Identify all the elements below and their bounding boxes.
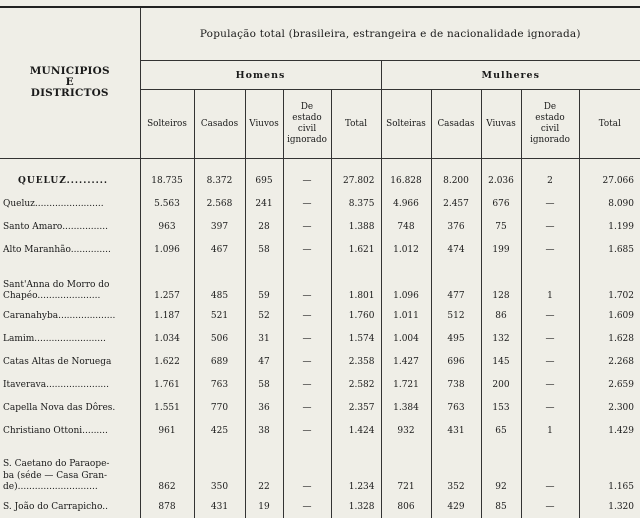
cell-m-solt: 932	[381, 419, 431, 442]
cell-h-viu: 28	[245, 215, 283, 238]
cell-m-cas: 2.457	[431, 192, 481, 215]
district-name: Queluz........................	[0, 192, 140, 215]
col-h-ignorado: De estado civil ignorado	[283, 90, 331, 159]
table-row	[0, 192, 640, 215]
cell-m-solt: 1.012	[381, 238, 431, 261]
cell-m-tot: 2.268	[608, 356, 634, 367]
cell-m-solt: 1.427	[381, 350, 431, 373]
cell-m-viu: 128	[481, 261, 521, 304]
cell-h-ign: —	[283, 192, 331, 215]
cell-m-tot: 8.090	[608, 198, 634, 209]
cell-h-tot: 1.234	[331, 442, 381, 495]
cell-h-cas: 425	[194, 419, 245, 442]
cell-m-cas: 429	[431, 495, 481, 518]
cell-m-ign: 1	[521, 261, 579, 304]
col-h-solteiros: Solteiros	[140, 90, 194, 159]
col-m-casadas: Casadas	[431, 90, 481, 159]
cell-m-ign: —	[521, 215, 579, 238]
municipios-header	[0, 7, 140, 159]
cell-h-viu: 36	[245, 396, 283, 419]
cell-h-cas: 763	[194, 373, 245, 396]
table-row	[0, 442, 640, 495]
cell-m-tot: 1.685	[608, 244, 634, 255]
table-caption: População total (brasileira, estrangeira e de nacionalidade ignorada)	[140, 7, 640, 61]
cell-h-tot: 1.760	[331, 304, 381, 327]
cell-h-solt: 18.735	[140, 169, 194, 192]
cell-m-cas: 738	[431, 373, 481, 396]
cell-h-cas: 467	[194, 238, 245, 261]
cell-m-cas: 495	[431, 327, 481, 350]
cell-h-tot: 1.424	[331, 419, 381, 442]
cell-h-cas: 397	[194, 215, 245, 238]
cell-m-ign: —	[521, 304, 579, 327]
table-row	[0, 495, 640, 518]
col-m-solteiras: Solteiras	[381, 90, 431, 159]
cell-m-tot: 2.300	[608, 402, 634, 413]
cell-h-ign: —	[283, 304, 331, 327]
cell-h-solt: 1.096	[140, 238, 194, 261]
cell-m-viu: 132	[481, 327, 521, 350]
cell-h-solt: 1.187	[140, 304, 194, 327]
cell-h-tot: 2.358	[331, 350, 381, 373]
cell-h-tot: 2.357	[331, 396, 381, 419]
cell-h-ign: —	[283, 350, 331, 373]
cell-m-tot: 1.628	[608, 333, 634, 344]
cell-m-solt: 1.004	[381, 327, 431, 350]
cell-m-ign: —	[521, 192, 579, 215]
cell-m-solt: 16.828	[381, 169, 431, 192]
col-m-total: Total	[579, 90, 640, 159]
cell-m-tot: 1.165	[608, 482, 634, 492]
cell-m-tot: 1.702	[608, 291, 634, 301]
cell-h-ign: —	[283, 327, 331, 350]
col-h-casados: Casados	[194, 90, 245, 159]
cell-h-ign: —	[283, 169, 331, 192]
table-row	[0, 396, 640, 419]
district-name: S. João do Carrapicho..	[0, 495, 140, 518]
cell-m-cas: 8.200	[431, 169, 481, 192]
cell-m-cas: 376	[431, 215, 481, 238]
col-m-ignorado: De estado civil ignorado	[521, 90, 579, 159]
cell-m-solt: 1.011	[381, 304, 431, 327]
cell-m-solt: 806	[381, 495, 431, 518]
cell-h-viu: 38	[245, 419, 283, 442]
cell-h-cas: 485	[194, 261, 245, 304]
cell-h-viu: 241	[245, 192, 283, 215]
cell-h-viu: 695	[245, 169, 283, 192]
cell-h-cas: 770	[194, 396, 245, 419]
cell-h-viu: 19	[245, 495, 283, 518]
cell-m-viu: 2.036	[481, 169, 521, 192]
cell-h-viu: 58	[245, 373, 283, 396]
cell-h-solt: 1.257	[140, 261, 194, 304]
cell-m-tot: 2.659	[608, 379, 634, 390]
cell-h-viu: 22	[245, 442, 283, 495]
cell-m-tot: 1.609	[608, 310, 634, 321]
district-name: Catas Altas de Noruega	[0, 350, 140, 373]
table-row	[0, 373, 640, 396]
population-table	[0, 6, 640, 518]
table-row	[0, 419, 640, 442]
cell-h-tot: 8.375	[331, 192, 381, 215]
table-row	[0, 215, 640, 238]
cell-m-cas: 352	[431, 442, 481, 495]
cell-h-viu: 59	[245, 261, 283, 304]
cell-h-ign: —	[283, 419, 331, 442]
cell-h-tot: 1.801	[331, 261, 381, 304]
cell-m-ign: 2	[521, 169, 579, 192]
district-name: Caranahyba....................	[0, 304, 140, 327]
cell-m-tot: 1.429	[608, 425, 634, 436]
cell-h-solt: 5.563	[140, 192, 194, 215]
district-name: QUELUZ..........	[0, 169, 140, 192]
cell-h-viu: 31	[245, 327, 283, 350]
cell-m-viu: 85	[481, 495, 521, 518]
cell-m-ign: —	[521, 373, 579, 396]
cell-m-viu: 153	[481, 396, 521, 419]
cell-h-cas: 350	[194, 442, 245, 495]
cell-m-solt: 4.966	[381, 192, 431, 215]
cell-m-ign: —	[521, 396, 579, 419]
cell-h-tot: 2.582	[331, 373, 381, 396]
table-row	[0, 327, 640, 350]
cell-h-cas: 689	[194, 350, 245, 373]
cell-m-viu: 92	[481, 442, 521, 495]
mulheres-header: Mulheres	[381, 61, 640, 90]
cell-m-solt: 1.384	[381, 396, 431, 419]
cell-m-viu: 86	[481, 304, 521, 327]
district-name: Lamim.........................	[0, 327, 140, 350]
district-name: Itaverava......................	[0, 373, 140, 396]
cell-m-cas: 431	[431, 419, 481, 442]
cell-m-viu: 200	[481, 373, 521, 396]
cell-m-viu: 145	[481, 350, 521, 373]
district-name: S. Caetano do Paraope- ba (séde — Casa Gran- de)............................	[0, 442, 140, 495]
cell-m-cas: 696	[431, 350, 481, 373]
cell-h-tot: 27.802	[331, 169, 381, 192]
cell-h-solt: 961	[140, 419, 194, 442]
cell-m-solt: 1.096	[381, 261, 431, 304]
cell-h-tot: 1.328	[331, 495, 381, 518]
col-m-viuvas: Viuvas	[481, 90, 521, 159]
homens-header: Homens	[140, 61, 381, 90]
cell-m-ign: —	[521, 327, 579, 350]
cell-h-solt: 862	[140, 442, 194, 495]
cell-h-cas: 506	[194, 327, 245, 350]
table-row	[0, 261, 640, 304]
cell-m-solt: 748	[381, 215, 431, 238]
cell-m-solt: 1.721	[381, 373, 431, 396]
table-row	[0, 350, 640, 373]
cell-m-viu: 75	[481, 215, 521, 238]
col-h-total: Total	[331, 90, 381, 159]
cell-h-ign: —	[283, 373, 331, 396]
cell-m-viu: 199	[481, 238, 521, 261]
e-label: E	[65, 76, 74, 88]
cell-m-tot: 1.199	[608, 221, 634, 232]
table-row	[0, 169, 640, 192]
table-row	[0, 238, 640, 261]
cell-m-cas: 763	[431, 396, 481, 419]
cell-m-solt: 721	[381, 442, 431, 495]
table-row	[0, 304, 640, 327]
cell-m-cas: 474	[431, 238, 481, 261]
cell-h-solt: 1.551	[140, 396, 194, 419]
district-name: Capella Nova das Dôres.	[0, 396, 140, 419]
cell-m-ign: —	[521, 495, 579, 518]
municipios-label: MUNICIPIOS	[29, 65, 110, 77]
cell-h-tot: 1.621	[331, 238, 381, 261]
cell-h-cas: 521	[194, 304, 245, 327]
cell-h-solt: 963	[140, 215, 194, 238]
table-body	[0, 169, 640, 518]
cell-m-viu: 676	[481, 192, 521, 215]
cell-h-solt: 1.761	[140, 373, 194, 396]
cell-m-tot: 1.320	[608, 501, 634, 512]
cell-m-ign: —	[521, 442, 579, 495]
cell-h-solt: 1.034	[140, 327, 194, 350]
cell-m-tot: 27.066	[602, 175, 634, 186]
districtos-label: DISTRICTOS	[30, 87, 109, 99]
district-name: Sant'Anna do Morro do Chapéo......................	[0, 261, 140, 304]
cell-h-tot: 1.574	[331, 327, 381, 350]
cell-h-ign: —	[283, 396, 331, 419]
cell-h-cas: 431	[194, 495, 245, 518]
district-name: Alto Maranhão..............	[0, 238, 140, 261]
cell-h-ign: —	[283, 261, 331, 304]
district-name: Christiano Ottoni.........	[0, 419, 140, 442]
cell-m-cas: 512	[431, 304, 481, 327]
cell-h-ign: —	[283, 442, 331, 495]
cell-h-ign: —	[283, 215, 331, 238]
district-name: Santo Amaro................	[0, 215, 140, 238]
cell-m-ign: —	[521, 238, 579, 261]
cell-h-viu: 47	[245, 350, 283, 373]
cell-h-cas: 2.568	[194, 192, 245, 215]
cell-h-cas: 8.372	[194, 169, 245, 192]
cell-h-viu: 58	[245, 238, 283, 261]
cell-m-cas: 477	[431, 261, 481, 304]
cell-h-solt: 1.622	[140, 350, 194, 373]
cell-h-tot: 1.388	[331, 215, 381, 238]
cell-h-solt: 878	[140, 495, 194, 518]
cell-h-ign: —	[283, 495, 331, 518]
cell-m-ign: —	[521, 350, 579, 373]
cell-m-ign: 1	[521, 419, 579, 442]
cell-h-ign: —	[283, 238, 331, 261]
col-h-viuvos: Viuvos	[245, 90, 283, 159]
cell-h-viu: 52	[245, 304, 283, 327]
cell-m-viu: 65	[481, 419, 521, 442]
